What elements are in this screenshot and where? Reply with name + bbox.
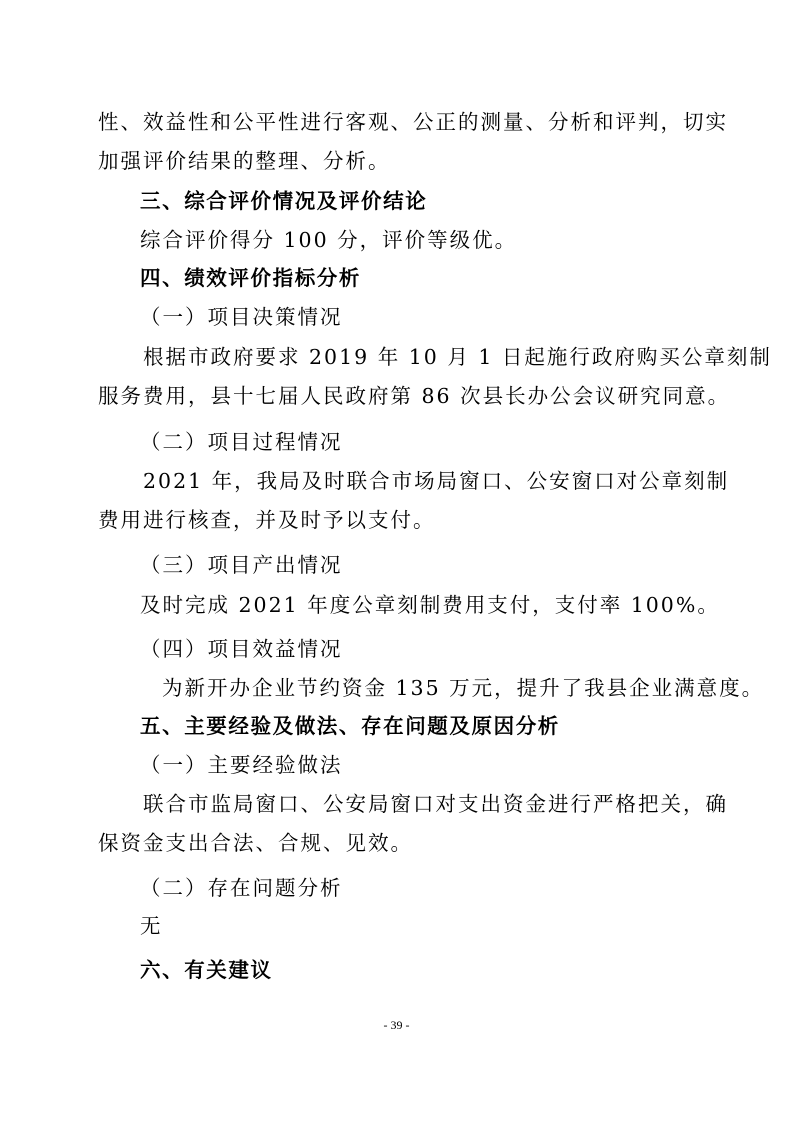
subsection-heading: （三）项目产出情况 [140, 553, 343, 577]
body-text: 无 [140, 914, 163, 938]
subsection-heading: （二）项目过程情况 [140, 430, 343, 454]
subsection-heading: （二）存在问题分析 [140, 876, 343, 900]
body-text: 费用进行核查，并及时予以支付。 [98, 508, 436, 532]
section-heading: 六、有关建议 [140, 958, 273, 982]
body-text: 保资金支出合法、合规、见效。 [98, 831, 413, 855]
section-heading: 五、主要经验及做法、存在问题及原因分析 [140, 714, 560, 738]
subsection-heading: （一）项目决策情况 [140, 305, 343, 329]
page-number: - 39 - [383, 1018, 410, 1032]
body-text: 2021 年，我局及时联合市场局窗口、公安窗口对公章刻制 [143, 469, 730, 493]
section-heading: 三、综合评价情况及评价结论 [140, 189, 428, 213]
section-heading: 四、绩效评价指标分析 [140, 266, 361, 290]
body-text: 加强评价结果的整理、分析。 [98, 149, 391, 173]
body-text: 服务费用，县十七届人民政府第 86 次县长办公会议研究同意。 [98, 384, 731, 408]
body-text: 综合评价得分 100 分，评价等级优。 [140, 228, 518, 252]
body-text: 及时完成 2021 年度公章刻制费用支付，支付率 100%。 [140, 593, 720, 617]
body-text: 根据市政府要求 2019 年 10 月 1 日起施行政府购买公章刻制 [143, 345, 772, 369]
body-text: 联合市监局窗口、公安局窗口对支出资金进行严格把关，确 [143, 792, 728, 816]
subsection-heading: （一）主要经验做法 [140, 753, 343, 777]
body-text: 性、效益性和公平性进行客观、公正的测量、分析和评判，切实 [98, 110, 728, 134]
body-text: 为新开办企业节约资金 135 万元，提升了我县企业满意度。 [162, 676, 765, 700]
subsection-heading: （四）项目效益情况 [140, 637, 343, 661]
